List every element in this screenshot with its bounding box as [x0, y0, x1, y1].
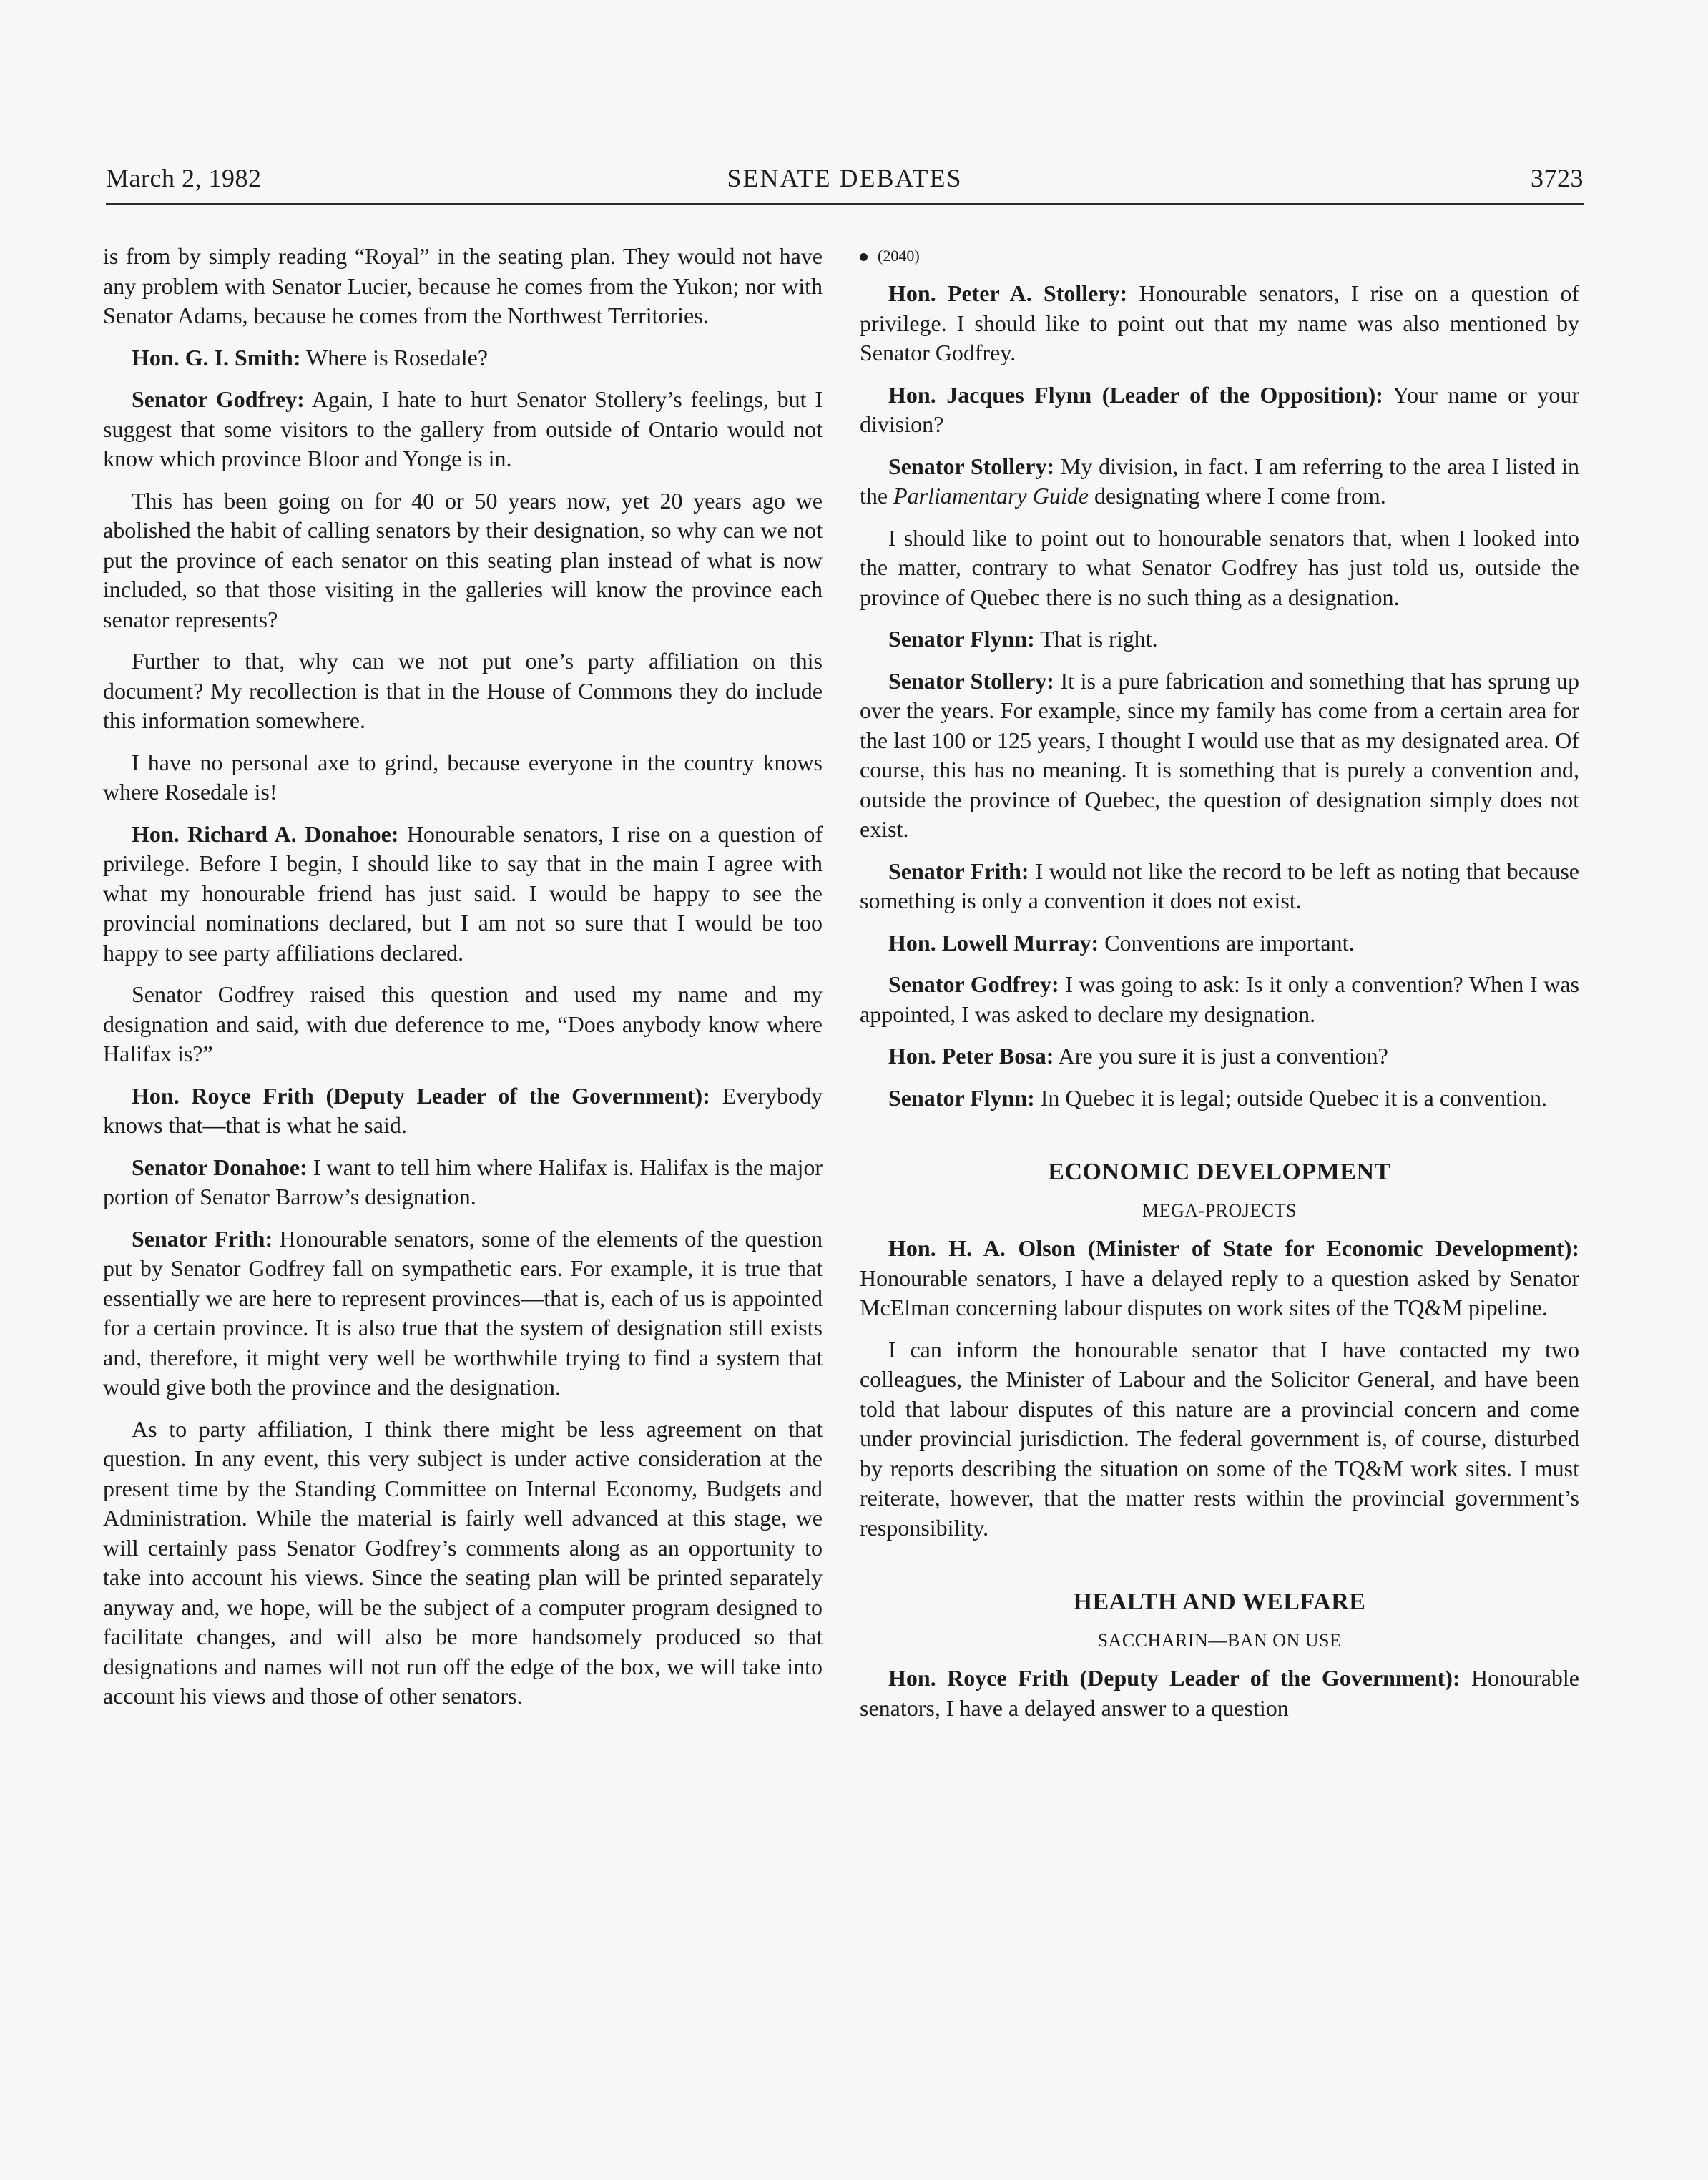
speaker-name: Senator Frith: — [888, 858, 1029, 884]
section-subheading: MEGA-PROJECTS — [1142, 1199, 1297, 1221]
speaker-name: Senator Frith: — [132, 1225, 273, 1252]
speaker-name: Senator Stollery: — [888, 667, 1054, 694]
speech: Senator Frith: Honourable senators, some of the elements of the question put by Senator Godfrey fall on sympathetic ears. For example, it is true that essentially we are here to represent provinces—that is, each of us is appointed for a certain province. It is also true that the system of designation still exists and, therefore, it might very well be worthwhile trying to find a system that would give both the province and the designation. — [103, 1225, 823, 1400]
speech: Senator Flynn: That is right. — [888, 626, 1158, 652]
speaker-name: Hon. Lowell Murray: — [888, 929, 1099, 956]
paragraph: I should like to point out to honourable senators that, when I looked into the matter, contrary to what Senator Godfrey has just told us, outside the province of Quebec there is no such thing as a designation. — [860, 524, 1579, 610]
speech: Hon. Royce Frith (Deputy Leader of the Government): Honourable senators, I have a delayed answer to a question — [860, 1665, 1580, 1721]
paragraph: I have no personal axe to grind, because everyone in the country knows where Rosedale is! — [103, 749, 823, 805]
bullet-icon — [860, 253, 868, 261]
speaker-name: Hon. H. A. Olson (Minister of State for Economic Development): — [888, 1235, 1579, 1261]
speech: Hon. G. I. Smith: Where is Rosedale? — [132, 344, 489, 370]
speaker-name: Hon. Royce Frith (Deputy Leader of the Government): — [132, 1082, 710, 1109]
speaker-name: Senator Godfrey: — [888, 971, 1059, 997]
paragraph: As to party affiliation, I think there might be less agreement on that question. In any event, this very subject is under active consideration at the present time by the Standing Committee on Internal Economy, Budgets and Administration. While the material is fairly well advanced at this stage, we will certainly pass Senator Godfrey’s comments along as an opportunity to take into account his views. Since the seating plan will be printed separately anyway and, we hope, will be the subject of a computer program designed to facilitate changes, and will also be more handsomely produced so that designations and names will not run off the edge of the box, we will take into account his views and those of other senators. — [103, 1415, 823, 1709]
speech: Hon. Jacques Flynn (Leader of the Opposition): Your name or your division? — [860, 381, 1580, 437]
speech: Hon. Peter A. Stollery: Honourable senators, I rise on a question of privilege. I should like to point out that my name was also mentioned by Senator Godfrey. — [860, 280, 1580, 365]
speaker-name: Hon. G. I. Smith: — [132, 344, 301, 370]
paragraph: Further to that, why can we not put one’s party affiliation on this document? My recollection is that in the House of Commons they do include this information somewhere. — [103, 648, 823, 733]
speaker-name: Hon. Richard A. Donahoe: — [132, 820, 399, 847]
speaker-name: Hon. Royce Frith (Deputy Leader of the Government): — [888, 1665, 1461, 1691]
speech: Hon. Lowell Murray: Conventions are important. — [888, 929, 1355, 956]
speaker-name: Hon. Peter A. Stollery: — [888, 280, 1128, 306]
speaker-name: Senator Stollery: — [888, 453, 1055, 479]
header-page-number: 3723 — [1531, 164, 1584, 192]
right-column — [860, 242, 1579, 1735]
left-column — [103, 242, 823, 1724]
speech: Senator Stollery: It is a pure fabrication and something that has sprung up over the years. For example, since my family has come from a certain area for the last 100 or 125 years, I thought I would use that as my designated area. Of course, this has no meaning. It is something that is purely a convention and, outside the province of Quebec, the question of designation simply does not exist. — [860, 667, 1580, 842]
speech: Senator Godfrey: Again, I hate to hurt Senator Stollery’s feelings, but I suggest that some visitors to the gallery from outside of Ontario would not know which province Bloor and Yonge is in. — [103, 386, 823, 471]
speech: Senator Flynn: In Quebec it is legal; outside Quebec it is a convention. — [888, 1084, 1548, 1111]
speech: Senator Stollery: My division, in fact. I am referring to the area I listed in the Parliamentary Guide designating where I come from. — [860, 453, 1580, 509]
paragraph: is from by simply reading “Royal” in the seating plan. They would not have any problem with Senator Lucier, because he comes from the Yukon; nor with Senator Adams, because he comes from the Northwest Territories. — [103, 243, 823, 328]
speech: Senator Frith: I would not like the record to be left as noting that because something is only a convention it does not exist. — [860, 858, 1580, 913]
speech: Senator Donahoe: I want to tell him where Halifax is. Halifax is the major portion of Senator Barrow’s designation. — [103, 1154, 823, 1209]
speech: Hon. Royce Frith (Deputy Leader of the Government): Everybody knows that—that is what he said. — [103, 1082, 823, 1138]
paragraph: I can inform the honourable senator that I have contacted my two colleagues, the Minister of Labour and the Solicitor General, and have been told that labour disputes of this nature are a provincial concern and come under provincial jurisdiction. The federal government is, of course, disturbed by reports describing the situation on some of the TQ&M work sites. I must reiterate, however, that the matter rests within the provincial government’s responsibility. — [860, 1336, 1579, 1541]
paragraph: This has been going on for 40 or 50 years now, yet 20 years ago we abolished the habit of calling senators by their designation, so why can we not put the province of each senator on this seating plan instead of what is now included, so that those visiting in the galleries will know the province each senator represents? — [103, 487, 823, 632]
publication-title: Parliamentary Guide — [893, 483, 1089, 509]
header-date: March 2, 1982 — [106, 164, 262, 192]
speaker-name: Senator Flynn: — [888, 626, 1035, 652]
header-title: SENATE DEBATES — [727, 164, 963, 192]
speech: Hon. Richard A. Donahoe: Honourable senators, I rise on a question of privilege. Before I begin, I should like to say that in the main I agree with what my honourable friend has just said. I would be happy to see the provincial nominations declared, but I am not so sure that I would be too happy to see party affiliations declared. — [103, 820, 823, 966]
section-subheading: SACCHARIN—BAN ON USE — [1097, 1629, 1342, 1651]
section-heading: HEALTH AND WELFARE — [1073, 1589, 1366, 1615]
speaker-name: Senator Flynn: — [888, 1084, 1035, 1111]
speaker-name: Hon. Jacques Flynn (Leader of the Opposition): — [888, 381, 1383, 408]
speech: Senator Godfrey: I was going to ask: Is it only a convention? When I was appointed, I was asked to declare my designation. — [860, 971, 1580, 1027]
speaker-name: Senator Godfrey: — [132, 386, 305, 412]
speaker-name: Hon. Peter Bosa: — [888, 1043, 1054, 1069]
speaker-name: Senator Donahoe: — [132, 1154, 308, 1180]
page-header — [106, 163, 1584, 205]
speech: Hon. Peter Bosa: Are you sure it is just a convention? — [888, 1043, 1388, 1069]
paragraph: Senator Godfrey raised this question and used my name and my designation and said, with due deference to me, “Does anybody know where Halifax is?” — [103, 981, 823, 1066]
section-heading: ECONOMIC DEVELOPMENT — [1048, 1159, 1391, 1185]
speech: Hon. H. A. Olson (Minister of State for Economic Development): Honourable senators, I have a delayed reply to a question asked by Senator McElman concerning labour disputes on work sites of the TQ&M pipeline. — [860, 1235, 1579, 1320]
time-marker: (2040) — [860, 242, 1579, 270]
